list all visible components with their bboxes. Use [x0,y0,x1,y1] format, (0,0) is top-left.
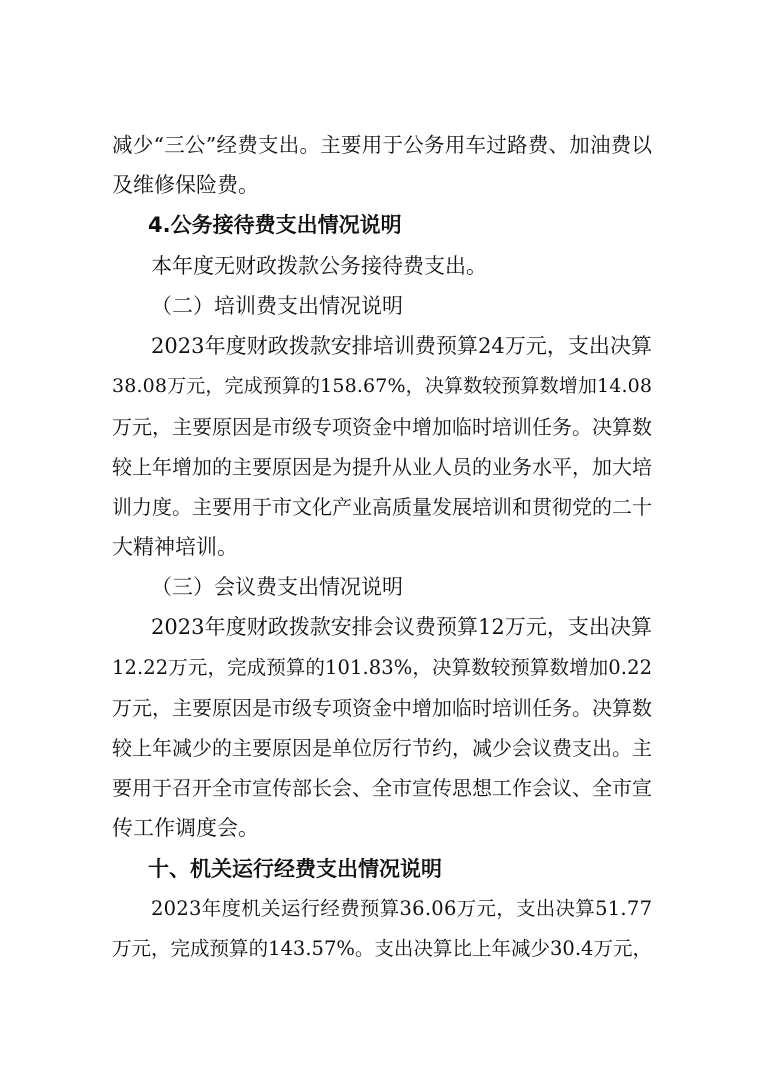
paragraph-line: 大精神培训。 [112,535,238,559]
paragraph-line: 本年度无财政拨款公务接待费支出。 [151,254,487,278]
section-heading: （三）会议费支出情况说明 [151,575,403,599]
paragraph-line [112,935,652,963]
line-text: 2023年度机关运行经费预算36.06万元，支出决算51.77 [151,897,653,920]
paragraph-line [151,613,652,641]
line-text: 12.22万元，完成预算的101.83%，决算数较预算数增加0.22 [112,656,653,679]
paragraph-line [112,131,652,159]
section-heading: （二）培训费支出情况说明 [151,294,403,318]
line-text: 2023年度财政拨款安排会议费预算12万元，支出决算 [151,615,653,639]
paragraph-line [151,332,652,360]
line-text: 万元，完成预算的143.57%。支出决算比上年减少30.4万元， [112,937,653,960]
paragraph-line [151,895,652,923]
paragraph-line [112,493,652,521]
section-heading: 十、机关运行经费支出情况说明 [148,857,442,881]
paragraph-line: 传工作调度会。 [112,816,259,840]
line-text: 要用于召开全市宣传部长会、全市宣传思想工作会议、全市宣 [112,776,652,800]
paragraph-line [112,372,652,400]
paragraph-line [112,453,652,481]
paragraph-line [112,413,652,441]
line-text: 较上年减少的主要原因是单位厉行节约，减少会议费支出。主 [112,736,652,760]
paragraph-line: 及维修保险费。 [112,173,259,197]
section-heading: 4.公务接待费支出情况说明 [148,213,402,237]
paragraph-line [112,774,652,802]
line-text: 2023年度财政拨款安排培训费预算24万元，支出决算 [151,334,653,358]
line-text: 万元，主要原因是市级专项资金中增加临时培训任务。决算数 [112,415,652,439]
line-text: 较上年增加的主要原因是为提升从业人员的业务水平，加大培 [112,455,652,479]
line-text: 万元，主要原因是市级专项资金中增加临时培训任务。决算数 [112,696,652,720]
paragraph-line [112,734,652,762]
line-text: 38.08万元，完成预算的158.67%，决算数较预算数增加14.08 [112,375,653,397]
paragraph-line [112,654,652,682]
paragraph-line [112,694,652,722]
line-text: 减少“三公”经费支出。主要用于公务用车过路费、加油费以 [112,133,653,157]
line-text: 训力度。主要用于市文化产业高质量发展培训和贯彻党的二十 [112,495,652,519]
